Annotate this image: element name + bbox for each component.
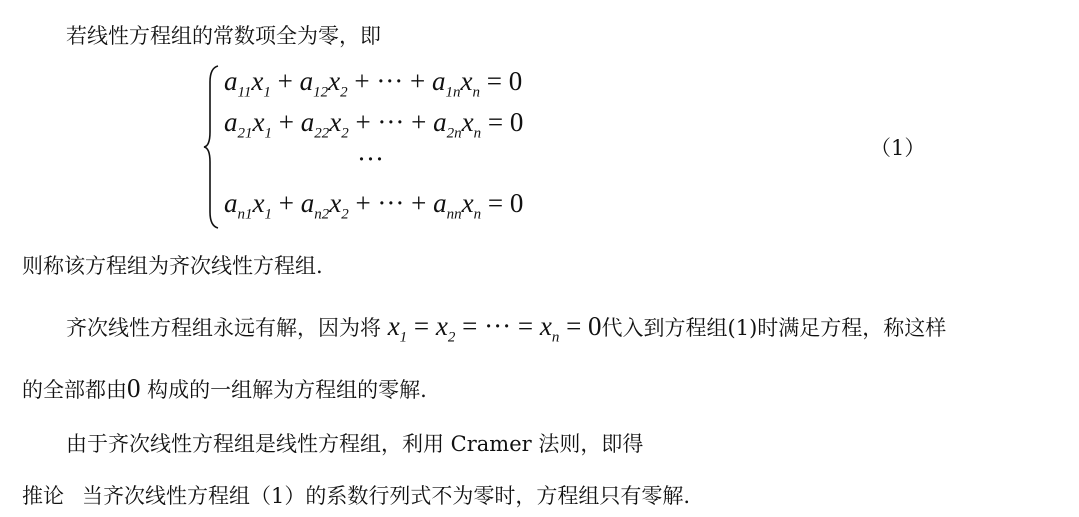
equation-ellipsis: ··· <box>357 144 384 174</box>
equation-row-n: $a_{n1}x_1 + a_{n2}x_2$ + ··· + $a_{nn}x_n = 0$ <box>224 188 524 223</box>
definition-paragraph: 则称该方程组为齐次线性方程组. <box>22 254 323 278</box>
zero-solution-formula: $x_1 = x_2$ = ··· = $x_n = 0$ <box>387 311 602 346</box>
left-brace <box>202 62 222 232</box>
equation-row-1: $a_{11}x_1 + a_{12}x_2$ + ··· + $a_{1n}x_n = 0$ <box>224 66 523 101</box>
solution-text-after: 代入到方程组(1)时满足方程，称这样 <box>601 316 947 340</box>
corollary-text: 当齐次线性方程组（1）的系数行列式不为零时，方程组只有零解. <box>82 484 691 508</box>
cramer-paragraph: 由于齐次线性方程组是线性方程组，利用 Cramer 法则，即得 <box>66 432 644 456</box>
equation-number: （1） <box>870 136 926 160</box>
corollary <box>22 482 690 510</box>
zero-text-after: 构成的一组解为方程组的零解. <box>140 378 427 402</box>
equation-row-2: $a_{21}x_1 + a_{22}x_2$ + ··· + $a_{2n}x_n = 0$ <box>224 107 524 142</box>
solution-paragraph <box>66 312 946 351</box>
zero-value: 0 <box>127 373 141 403</box>
zero-solution-paragraph <box>22 374 427 404</box>
solution-text-before: 齐次线性方程组永远有解，因为将 <box>66 316 381 340</box>
zero-text-before: 的全部都由 <box>22 378 127 402</box>
linear-system <box>202 62 542 232</box>
intro-paragraph: 若线性方程组的常数项全为零，即 <box>66 24 381 48</box>
corollary-label: 推论 <box>22 484 64 508</box>
